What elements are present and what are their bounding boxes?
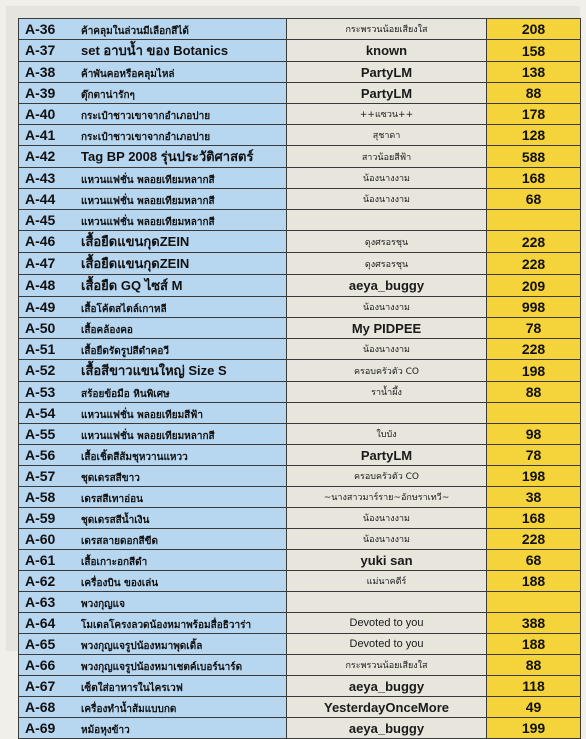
- final-price: 228: [487, 231, 581, 253]
- item-code: A-57: [25, 468, 56, 484]
- table-row: [19, 655, 581, 676]
- table-row: [19, 253, 581, 275]
- item-code: A-51: [25, 341, 56, 357]
- final-price: [487, 403, 581, 424]
- final-price: 158: [487, 40, 581, 62]
- winner-name: สุชาดา: [287, 125, 487, 146]
- item-code: A-47: [25, 255, 56, 271]
- item-description: เสื้อยืดแขนกุดZEIN: [81, 234, 190, 249]
- winner-name: ++แซวน++: [287, 104, 487, 125]
- item-cell: [19, 125, 287, 146]
- item-description: พวงกุญแจรูปน้องหมาพุดเดิ้ล: [81, 641, 203, 652]
- final-price: 88: [487, 83, 581, 104]
- final-price: 388: [487, 613, 581, 634]
- table-row: [19, 360, 581, 382]
- item-code: A-59: [25, 510, 56, 526]
- final-price: 78: [487, 445, 581, 466]
- winner-name: My PIDPEE: [287, 318, 487, 339]
- table-row: [19, 718, 581, 739]
- winner-name: ครอบครัวตัว CO: [287, 360, 487, 382]
- item-cell: [19, 697, 287, 718]
- item-cell: [19, 634, 287, 655]
- item-code: A-50: [25, 320, 56, 336]
- item-cell: [19, 655, 287, 676]
- table-row: [19, 613, 581, 634]
- item-cell: [19, 297, 287, 318]
- item-description: เสื้อคล้องคอ: [81, 325, 133, 336]
- item-code: A-67: [25, 678, 56, 694]
- winner-name: แม่นาคตีร์: [287, 571, 487, 592]
- final-price: 98: [487, 424, 581, 445]
- item-description: Tag BP 2008 รุ่นประวัติศาสตร์: [81, 149, 254, 164]
- item-code: A-46: [25, 233, 56, 249]
- item-code: A-41: [25, 127, 56, 143]
- winner-name: PartyLM: [287, 62, 487, 83]
- final-price: 208: [487, 19, 581, 40]
- item-code: A-37: [25, 42, 56, 58]
- final-price: 199: [487, 718, 581, 739]
- item-description: เสื้อยืด GQ ไซส์ M: [81, 278, 183, 293]
- table-row: [19, 125, 581, 146]
- item-description: กระเป๋าชาวเขาจากอำเภอปาย: [81, 111, 211, 122]
- item-description: เครื่องบิน ของเล่น: [81, 578, 159, 589]
- item-code: A-54: [25, 405, 56, 421]
- winner-name: น้องนางงาม: [287, 339, 487, 360]
- table-row: [19, 189, 581, 210]
- winner-name: yuki san: [287, 550, 487, 571]
- winner-name: [287, 403, 487, 424]
- item-code: A-56: [25, 447, 56, 463]
- table-row: [19, 382, 581, 403]
- winner-name: กระพรวนน้อยเสียงใส: [287, 655, 487, 676]
- item-cell: [19, 339, 287, 360]
- table-row: [19, 83, 581, 104]
- item-cell: [19, 676, 287, 697]
- item-cell: [19, 360, 287, 382]
- item-description: กระเป๋าชาวเขาจากอำเภอปาย: [81, 132, 211, 143]
- final-price: 128: [487, 125, 581, 146]
- winner-name: น้องนางงาม: [287, 168, 487, 189]
- auction-results-table: [18, 18, 581, 739]
- item-code: A-39: [25, 85, 56, 101]
- table-row: [19, 697, 581, 718]
- table-row: [19, 487, 581, 508]
- item-code: A-53: [25, 384, 56, 400]
- item-code: A-44: [25, 191, 56, 207]
- table-row: [19, 146, 581, 168]
- final-price: 188: [487, 571, 581, 592]
- winner-name: ดุงศรอรชุน: [287, 231, 487, 253]
- winner-name: aeya_buggy: [287, 676, 487, 697]
- item-description: สร้อยข้อมือ หินพิเศษ: [81, 389, 170, 400]
- item-code: A-48: [25, 277, 56, 293]
- table-row: [19, 529, 581, 550]
- item-code: A-63: [25, 594, 56, 610]
- auction-rows: [19, 19, 581, 739]
- table-row: [19, 19, 581, 40]
- final-price: 49: [487, 697, 581, 718]
- final-price: 138: [487, 62, 581, 83]
- winner-name: [287, 210, 487, 231]
- item-code: A-68: [25, 699, 56, 715]
- auction-results-sheet: [6, 6, 580, 736]
- winner-name: กระพรวนน้อยเสียงใส: [287, 19, 487, 40]
- item-cell: [19, 146, 287, 168]
- item-code: A-61: [25, 552, 56, 568]
- item-description: ตุ๊กตาน่ารักๆ: [81, 90, 135, 101]
- item-cell: [19, 592, 287, 613]
- item-cell: [19, 571, 287, 592]
- item-cell: [19, 403, 287, 424]
- item-code: A-40: [25, 106, 56, 122]
- item-cell: [19, 62, 287, 83]
- item-code: A-65: [25, 636, 56, 652]
- item-cell: [19, 253, 287, 275]
- item-description: set อาบน้ำ ของ Botanics: [81, 43, 229, 58]
- final-price: 88: [487, 382, 581, 403]
- item-description: เซ็ตใส่อาหารในไครเวฟ: [81, 683, 183, 694]
- item-cell: [19, 83, 287, 104]
- winner-name: PartyLM: [287, 445, 487, 466]
- winner-name: aeya_buggy: [287, 275, 487, 297]
- table-row: [19, 571, 581, 592]
- item-description: พวงกุญแจรูปน้องหมาเชตค์เบอร์นาร์ด: [81, 662, 243, 673]
- table-row: [19, 403, 581, 424]
- table-row: [19, 676, 581, 697]
- final-price: 178: [487, 104, 581, 125]
- table-row: [19, 466, 581, 487]
- item-description: ชุดเดรสสีน้ำเงิน: [81, 515, 150, 526]
- table-row: [19, 62, 581, 83]
- winner-name: ดุงศรอรชุน: [287, 253, 487, 275]
- winner-name: PartyLM: [287, 83, 487, 104]
- item-cell: [19, 210, 287, 231]
- item-code: A-64: [25, 615, 56, 631]
- item-description: เสื้อโค้ตสไตล์เกาหลี: [81, 304, 167, 315]
- item-description: เครื่องทำน้ำส้มแบบกด: [81, 704, 177, 715]
- item-description: แหวนแฟชั่น พลอยเทียมหลากสี: [81, 175, 215, 186]
- item-cell: [19, 550, 287, 571]
- final-price: 168: [487, 168, 581, 189]
- winner-name: ~นางสาวมาร์ราย~อักษราเทวี~: [287, 487, 487, 508]
- winner-name: น้องนางงาม: [287, 529, 487, 550]
- item-cell: [19, 104, 287, 125]
- item-cell: [19, 231, 287, 253]
- item-cell: [19, 466, 287, 487]
- table-row: [19, 104, 581, 125]
- table-row: [19, 634, 581, 655]
- final-price: 198: [487, 466, 581, 487]
- final-price: 998: [487, 297, 581, 318]
- winner-name: สาวน้อยสีฟ้า: [287, 146, 487, 168]
- item-description: เสื้อยืดรัดรูปสีดำคอวี: [81, 346, 169, 357]
- item-description: เสื้อเชิ้ตสีส้มชุหวานแหวว: [81, 452, 188, 463]
- item-cell: [19, 508, 287, 529]
- table-row: [19, 318, 581, 339]
- table-row: [19, 210, 581, 231]
- table-row: [19, 40, 581, 62]
- table-row: [19, 297, 581, 318]
- item-description: เสื้อสีขาวแขนใหญ่ Size S: [81, 363, 227, 378]
- item-code: A-62: [25, 573, 56, 589]
- item-description: แหวนแฟชั่น พลอยเทียมหลากสี: [81, 431, 215, 442]
- final-price: 228: [487, 253, 581, 275]
- item-code: A-69: [25, 720, 56, 736]
- final-price: 228: [487, 339, 581, 360]
- final-price: 88: [487, 655, 581, 676]
- item-description: ชุดเดรสสีขาว: [81, 473, 140, 484]
- item-code: A-58: [25, 489, 56, 505]
- winner-name: aeya_buggy: [287, 718, 487, 739]
- item-description: ค้าคลุมในล่วนมีเลือกสีได้: [81, 26, 189, 37]
- winner-name: ใบบัง: [287, 424, 487, 445]
- table-row: [19, 592, 581, 613]
- final-price: [487, 592, 581, 613]
- item-description: แหวนแฟชั่น พลอยเทียมสีฟ้า: [81, 410, 203, 421]
- item-code: A-45: [25, 212, 56, 228]
- final-price: [487, 210, 581, 231]
- final-price: 68: [487, 550, 581, 571]
- final-price: 588: [487, 146, 581, 168]
- table-row: [19, 508, 581, 529]
- item-cell: [19, 168, 287, 189]
- final-price: 209: [487, 275, 581, 297]
- item-description: โมเดลโครงลวดน้องหมาพร้อมสื่อธิวาร่า: [81, 620, 252, 631]
- final-price: 198: [487, 360, 581, 382]
- item-code: A-38: [25, 64, 56, 80]
- item-cell: [19, 613, 287, 634]
- item-code: A-60: [25, 531, 56, 547]
- final-price: 78: [487, 318, 581, 339]
- item-description: ค้าพันคอหรือคลุมไหล่: [81, 69, 175, 80]
- final-price: 118: [487, 676, 581, 697]
- item-code: A-66: [25, 657, 56, 673]
- item-description: เสื้อเกาะอกสีดำ: [81, 557, 148, 568]
- item-cell: [19, 424, 287, 445]
- item-description: หม้อหุงข้าว: [81, 725, 130, 736]
- winner-name: Devoted to you: [287, 613, 487, 634]
- item-cell: [19, 382, 287, 403]
- final-price: 228: [487, 529, 581, 550]
- item-cell: [19, 529, 287, 550]
- table-row: [19, 550, 581, 571]
- table-row: [19, 339, 581, 360]
- item-cell: [19, 318, 287, 339]
- final-price: 168: [487, 508, 581, 529]
- item-description: แหวนแฟชั่น พลอยเทียมหลากสี: [81, 217, 215, 228]
- item-cell: [19, 275, 287, 297]
- item-code: A-52: [25, 362, 56, 378]
- item-cell: [19, 487, 287, 508]
- table-row: [19, 424, 581, 445]
- item-cell: [19, 445, 287, 466]
- item-cell: [19, 718, 287, 739]
- item-description: เสื้อยืดแขนกุดZEIN: [81, 256, 190, 271]
- item-code: A-49: [25, 299, 56, 315]
- winner-name: น้องนางงาม: [287, 508, 487, 529]
- table-row: [19, 231, 581, 253]
- item-cell: [19, 19, 287, 40]
- winner-name: known: [287, 40, 487, 62]
- item-description: แหวนแฟชั่น พลอยเทียมหลากสี: [81, 196, 215, 207]
- item-description: พวงกุญแจ: [81, 599, 125, 610]
- item-code: A-43: [25, 170, 56, 186]
- winner-name: [287, 592, 487, 613]
- item-code: A-55: [25, 426, 56, 442]
- table-row: [19, 168, 581, 189]
- item-cell: [19, 40, 287, 62]
- winner-name: น้องนางงาม: [287, 189, 487, 210]
- item-cell: [19, 189, 287, 210]
- winner-name: Devoted to you: [287, 634, 487, 655]
- item-description: เดรสลายดอกสีขีด: [81, 536, 158, 547]
- table-row: [19, 275, 581, 297]
- item-description: เดรสสีเทาอ่อน: [81, 494, 143, 505]
- item-code: A-36: [25, 21, 56, 37]
- winner-name: ครอบครัวตัว CO: [287, 466, 487, 487]
- winner-name: YesterdayOnceMore: [287, 697, 487, 718]
- table-row: [19, 445, 581, 466]
- final-price: 68: [487, 189, 581, 210]
- winner-name: ราน้ำผึ้ง: [287, 382, 487, 403]
- item-code: A-42: [25, 148, 56, 164]
- winner-name: น้องนางงาม: [287, 297, 487, 318]
- final-price: 38: [487, 487, 581, 508]
- final-price: 188: [487, 634, 581, 655]
